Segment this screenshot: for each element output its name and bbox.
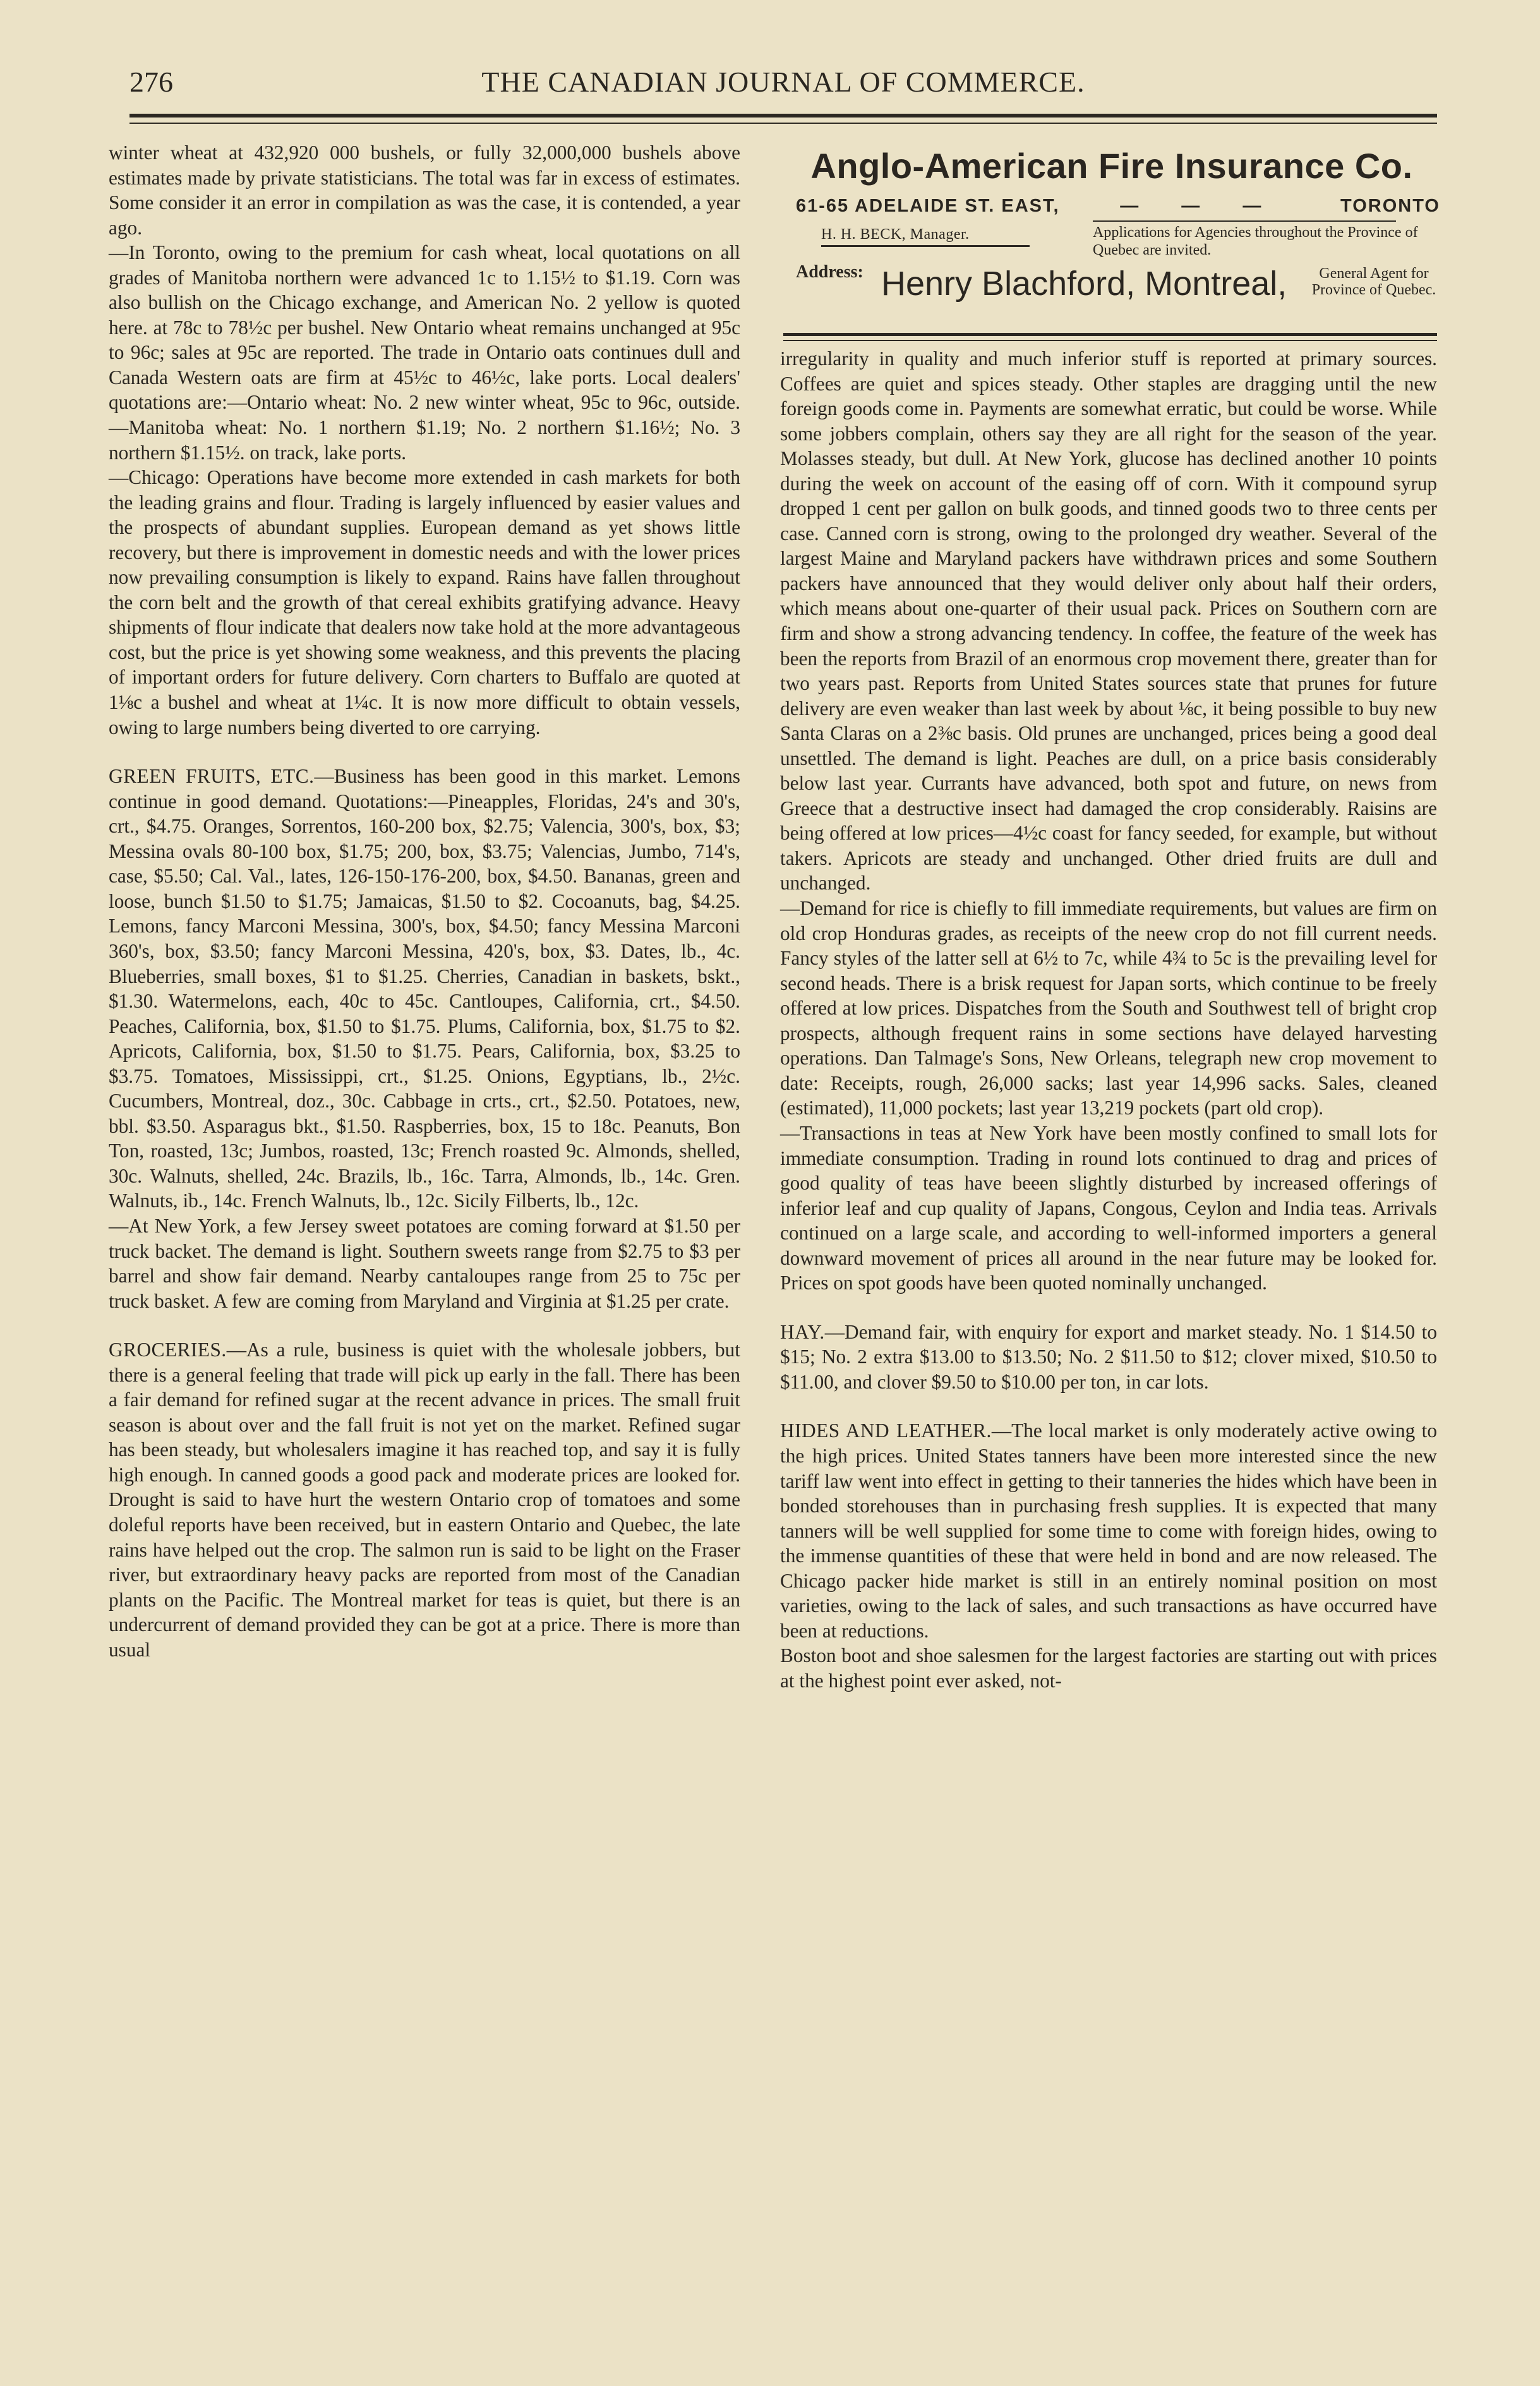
ad-agent-role: General Agent for Province of Quebec. bbox=[1311, 265, 1436, 298]
chicago-grain-paragraph: —Chicago: Operations have become more extended in cash markets for both the leading grains and flour. Trading is largely influenced by easier values and the prospects of abundant supplies. European demand as yet shows little recovery, but there is improvement in domestic needs and with the lower prices now prevailing consumption is likely to expand. Rains have fallen throughout the corn belt and the growth of that cereal exhibits gratifying advance. Heavy shipments of flour indicate that dealers now take hold at the more advantageous cost, but the price is yet showing some weakness, and this prevents the placing of important orders for future delivery. Corn charters to Buffalo are quoted at 1⅛c a bushel and wheat at 1¼c. It is now more difficult to obtain vessels, owing to large numbers being diverted to ore carrying. bbox=[109, 466, 740, 738]
header-rule-thick bbox=[129, 114, 1437, 117]
header-rule-thin bbox=[129, 123, 1437, 124]
ad-applications-note: Applications for Agencies throughout the Province of Quebec are invited. bbox=[1093, 224, 1418, 258]
ad-address-row bbox=[796, 196, 1440, 217]
hay-text: —Demand fair, with enquiry for export and market steady. No. 1 $14.50 to $15; No. 2 extra $13.00 to $13.50; No. 2 $11.50 to $12; clover mixed, $10.50 to $11.00, and clover $9.50 to $10.00 per ton, in car lots. bbox=[780, 1320, 1437, 1393]
green-fruits-heading: GREEN FRUITS, ETC. bbox=[109, 765, 315, 788]
ad-applications-rule bbox=[1093, 220, 1396, 222]
ad-manager-rule bbox=[821, 245, 1030, 247]
hay-section bbox=[780, 1320, 1437, 1395]
hides-text: —The local market is only moderately active owing to the high prices. United States tanners have been more interested since the new tariff law went into effect in getting to their tanneries the hides which have been in bonded storehouses than in purchasing fresh supplies. It is expected that many tanners will be well supplied for some time to come with foreign hides, owing to the immense quantities of these that were held in bond and are now released. The Chicago packer hide market is still in an entirely nominal position on most varieties, owing to the lack of sales, and such transactions as have occurred have been at reductions. bbox=[780, 1419, 1437, 1642]
ad-manager: H. H. BECK, Manager. bbox=[821, 226, 970, 243]
hides-section bbox=[780, 1418, 1437, 1643]
new-york-potatoes-paragraph: —At New York, a few Jersey sweet potatoes are coming forward at $1.50 per truck backet. The demand is light. Southern sweets range from $2.75 to $3 per barrel and show fair demand. Nearby cantaloupes range from 25 to 75c per truck basket. A few are coming from Maryland and Virginia at $1.25 per crate. bbox=[109, 1214, 740, 1312]
hides-heading: HIDES AND LEATHER. bbox=[780, 1419, 992, 1442]
right-column bbox=[780, 346, 1437, 1693]
ad-company-name: Anglo-American Fire Insurance Co. bbox=[810, 146, 1413, 186]
groceries-text: —As a rule, business is quiet with the wholesale jobbers, but there is a general feeling that trade will pick up early in the fall. There has been a fair demand for refined sugar at the recent advance in prices. The small fruit season is about over and the fall fruit is not yet on the market. Refined sugar has been steady, but wholesalers imagine it has reached top, and say it is fully high enough. In canned goods a good pack and moderate prices are looked for. Drought is said to have hurt the western Ontario crop of tomatoes and some doleful reports have been received, but in eastern Ontario and Quebec, the late rains have helped out the crop. The salmon run is said to be light on the Fraser river, but extraordinary heavy packs are reported from most of the Canadian plants on the Pacific. The Montreal market for teas is quiet, but there is an undercurrent of demand provided they can be got at a price. There is more than usual bbox=[109, 1339, 740, 1661]
page-number: 276 bbox=[129, 66, 173, 98]
insurance-advertisement bbox=[783, 139, 1440, 332]
page-header bbox=[129, 60, 1437, 111]
ad-city: TORONTO bbox=[1340, 196, 1440, 216]
wheat-estimates-paragraph: winter wheat at 432,920 000 bushels, or fully 32,000,000 bushels above estimates made by private statisticians. The total was far in excess of estimates. Some consider it an error in compilation as was the case, it is contended, a year ago. bbox=[109, 142, 740, 239]
ad-street: 61-65 ADELAIDE ST. EAST, bbox=[796, 196, 1060, 216]
journal-title: THE CANADIAN JOURNAL OF COMMERCE. bbox=[481, 66, 1085, 98]
hay-heading: HAY. bbox=[780, 1320, 825, 1343]
groceries-continued-paragraph: irregularity in quality and much inferior stuff is reported at primary sources. Coffees are quiet and spices steady. Other staples are dragging until the new foreign goods come in. Payments are somewhat erratic, but could be worse. While some jobbers complain, others say they are all right for the season of the year. Molasses steady, but dull. At New York, glucose has declined another 10 points during the week on account of the easing off of corn. With it compound syrup dropped 1 cent per gallon on bulk goods, and tinned goods two to three cents per case. Canned corn is strong, owing to the prolonged dry weather. Several of the largest Maine and Maryland packers have withdrawn prices and some Southern packers have announced that they would deliver only about half their orders, which means about one-quarter of their usual pack. Prices on Southern corn are firm and show a strong advancing tendency. In coffee, the feature of the week has been the reports from Brazil of an enormous crop movement there, greater than for two years past. Reports from United States sources state that prunes for future delivery are even weaker than last week by about ⅛c, it being possible to buy new Santa Claras on a 2⅜c basis. Old prunes are unchanged, prices being a good deal unsettled. The demand is light. Peaches are dull, on a price basis considerably below last year. Currants have advanced, both spot and future, on news from Greece that a destructive insect had damaged the crop considerably. Raisins are being offered at low prices—4½c coast for fancy seeded, for example, but without takers. Apricots are steady and unchanged. Other dried fruits are dull and unchanged. bbox=[780, 347, 1437, 895]
ad-agent-name: Henry Blachford, Montreal, bbox=[881, 265, 1287, 303]
green-fruits-text: —Business has been good in this market. Lemons continue in good demand. Quotations:—Pineapples, Floridas, 24's and 30's, crt., $4.75. Oranges, Sorrentos, 160-200 box, $2.75; Valencia, 300's, box, $3; Messina ovals 80-100 box, $1.75; 200, box, $3.75; Valencias, Jumbo, 714's, case, $5.50; Cal. Val., lates, 126-150-176-200, box, $4.50. Bananas, green and loose, bunch $1.50 to $1.75; Jamaicas, $1.50 to $2. Cocoanuts, bag, $4.25. Lemons, fancy Marconi Messina, 300's, box, $4.50; fancy Messina Marconi 360's, box, $3.50; fancy Marconi Messina, 420's, box, $3. Dates, lb., 4c. Blueberries, small boxes, $1 to $1.25. Cherries, Canadian in baskets, bskt., $1.30. Watermelons, each, 40c to 45c. Cantloupes, California, crt., $4.50. Peaches, California, box, $1.50 to $1.75. Plums, California, box, $1.75 to $2. Apricots, California, box, $1.50 to $1.75. Pears, California, box, $3.25 to $3.75. Tomatoes, Mississippi, crt., $1.25. Onions, Egyptians, lb., 2½c. Cucumbers, Montreal, doz., 30c. Cabbage in crts., crt., $2.50. Potatoes, new, bbl. $3.50. Asparagus bkt., $1.50. Raspberries, box, 15 to 18c. Peanuts, Bon Ton, roasted, 13c; Jumbos, roasted, 13c; French roasted 9c. Almonds, shelled, 30c. Walnuts, shelled, 24c. Brazils, lb., 16c. Tarra, Almonds, lb., 14c. Gren. Walnuts, ib., 14c. French Walnuts, lb., 12c. Sicily Filberts, lb., 12c. bbox=[109, 765, 740, 1212]
ad-rule-thin bbox=[783, 340, 1437, 341]
rice-paragraph: —Demand for rice is chiefly to fill immediate requirements, but values are firm on old crop Honduras grades, as receipts of the neew crop do not fill current needs. Fancy styles of the latter sell at 6½ to 7c, while 4¾ to 5c is the prevailing level for second heads. There is a brisk request for Japan sorts, which continue to be freely offered at low prices. Dispatches from the South and Southwest tell of bright crop prospects, although frequent rains in some sections have delayed harvesting operations. Dan Talmage's Sons, New Orleans, telegraph new crop movement to date: Receipts, rough, 26,000 sacks; last year 14,996 sacks. Sales, cleaned (estimated), 11,000 pockets; last year 13,219 pockets (part old crop). bbox=[780, 897, 1437, 1119]
toronto-grain-paragraph: —In Toronto, owing to the premium for cash wheat, local quotations on all grades of Manitoba northern were advanced 1c to 1.15½ to $1.19. Corn was also bullish on the Chicago exchange, and American No. 2 yellow is quoted here. at 78c to 78½c per bushel. New Ontario wheat remains unchanged at 95c to 96c; sales at 95c are reported. The trade in Ontario oats continues dull and Canada Western oats are firm at 45½c to 46½c, lake ports. Local dealers' quotations are:—Ontario wheat: No. 2 new winter wheat, 95c to 96c, outside.—Manitoba wheat: No. 1 northern $1.19; No. 2 northern $1.16½; No. 3 northern $1.15½. on track, lake ports. bbox=[109, 241, 740, 464]
left-column bbox=[109, 140, 740, 1662]
groceries-section bbox=[109, 1337, 740, 1662]
ad-address-label: Address: bbox=[796, 262, 863, 282]
groceries-heading: GROCERIES. bbox=[109, 1339, 227, 1361]
green-fruits-section bbox=[109, 764, 740, 1214]
teas-paragraph: —Transactions in teas at New York have been mostly confined to small lots for immediate consumption. Trading in round lots continued to drag and prices of good quality of teas have beeen slightly disturbed by increased offerings of inferior leaf and cup quality of Japans, Congous, Ceylon and India teas. Arrivals continued on a large scale, and according to well-informed importers a general downward movement of prices all around in the near future may be looked for. Prices on spot goods have been quoted nominally unchanged. bbox=[780, 1121, 1437, 1294]
boston-boot-paragraph: Boston boot and shoe salesmen for the largest factories are starting out with prices at the highest point ever asked, not- bbox=[780, 1644, 1437, 1692]
ad-rule-thick bbox=[783, 333, 1437, 336]
ad-dashes: — — — bbox=[1120, 196, 1280, 216]
